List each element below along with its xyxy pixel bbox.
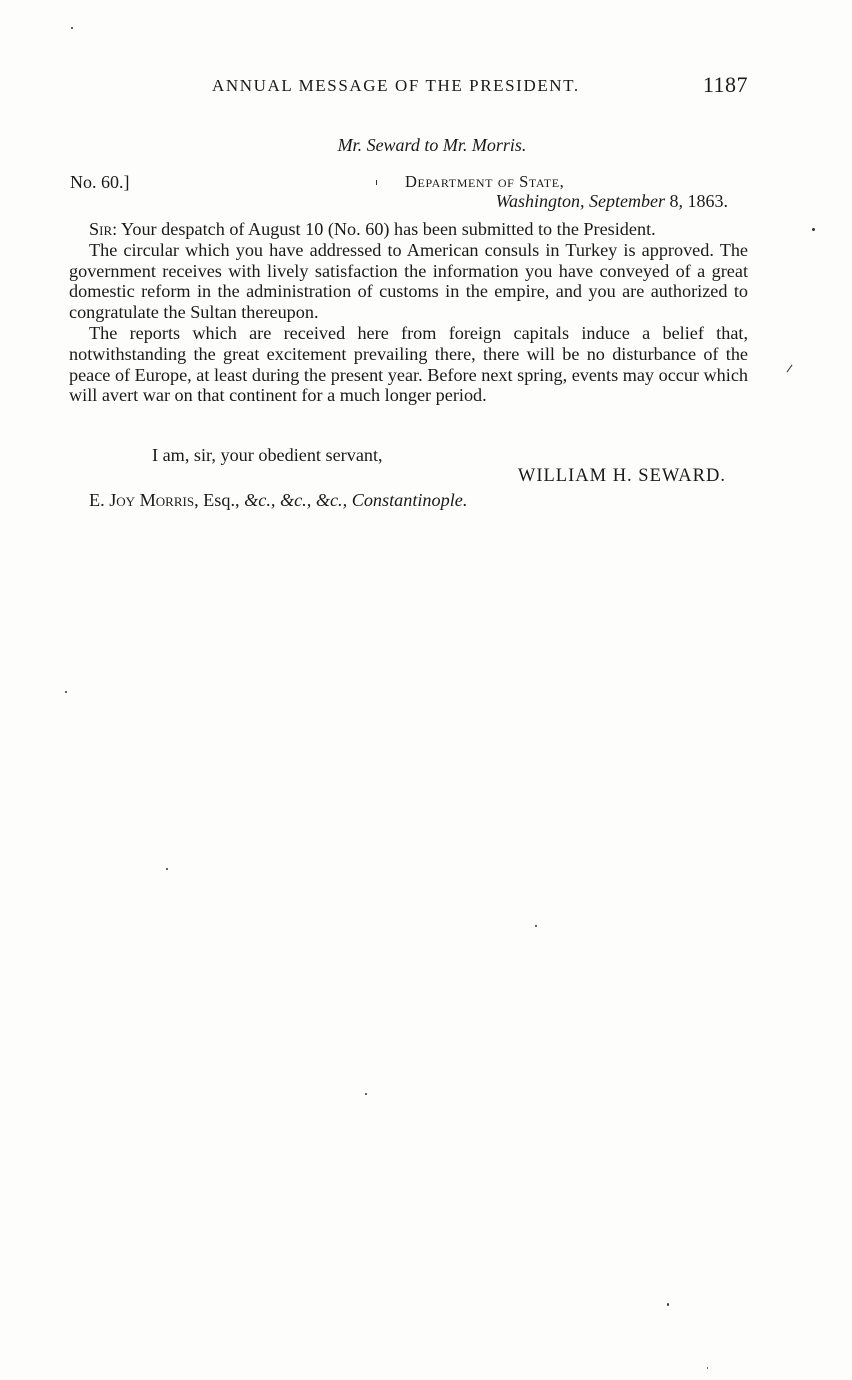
department-line bbox=[405, 172, 564, 192]
paragraph-3: The reports which are received here from foreign capitals induce a belief that, notwithstanding the great excitement prevailing there, there will be no disturbance of the peace of Europe, at least during the present year. Before next spring, events may occur which will avert war on that continent for a much longer period. bbox=[69, 322, 748, 406]
place-date-line bbox=[496, 191, 728, 212]
scan-speck bbox=[787, 365, 793, 373]
scan-speck bbox=[166, 868, 168, 870]
page-number: 1187 bbox=[702, 72, 748, 97]
date-month: September bbox=[589, 191, 665, 211]
paragraph-1-text: : Your despatch of August 10 (No. 60) has been submitted to the President. bbox=[112, 219, 656, 239]
place: Washington, bbox=[495, 191, 585, 211]
signature: WILLIAM H. SEWARD. bbox=[517, 466, 726, 486]
addressee-name: E. Joy Morris bbox=[89, 490, 195, 510]
scan-speck bbox=[376, 180, 377, 185]
salutation: Sir bbox=[89, 219, 113, 239]
department-name: Department of State, bbox=[405, 172, 565, 191]
addressee-etc: &c., &c., &c., bbox=[244, 490, 348, 510]
running-title: ANNUAL MESSAGE OF THE PRESIDENT. bbox=[212, 76, 580, 95]
letter-body bbox=[69, 219, 748, 406]
addressee-line bbox=[89, 490, 467, 511]
scan-speck bbox=[71, 27, 73, 29]
letter-heading: Mr. Seward to Mr. Morris. bbox=[337, 135, 527, 155]
scan-speck bbox=[812, 228, 815, 231]
addressee-title: , Esq., bbox=[194, 490, 245, 510]
scan-speck bbox=[667, 1303, 669, 1306]
date-rest: 8, 1863. bbox=[665, 191, 728, 211]
scan-speck bbox=[535, 925, 537, 927]
scan-speck bbox=[65, 691, 67, 693]
paragraph-2: The circular which you have addressed to American consuls in Turkey is approved. The government receives with lively satisfaction the information you have conveyed of a great domestic reform in the administration of customs in the empire, and you are authorized to congratulate the Sultan thereupon. bbox=[69, 239, 748, 323]
scan-speck bbox=[365, 1093, 367, 1095]
paragraph-1 bbox=[69, 219, 748, 240]
closing-line: I am, sir, your obedient servant, bbox=[152, 445, 383, 465]
scan-speck bbox=[707, 1367, 708, 1369]
running-head bbox=[68, 74, 748, 100]
despatch-number: No. 60.] bbox=[70, 172, 130, 192]
addressee-place: Constantinople. bbox=[351, 490, 468, 510]
